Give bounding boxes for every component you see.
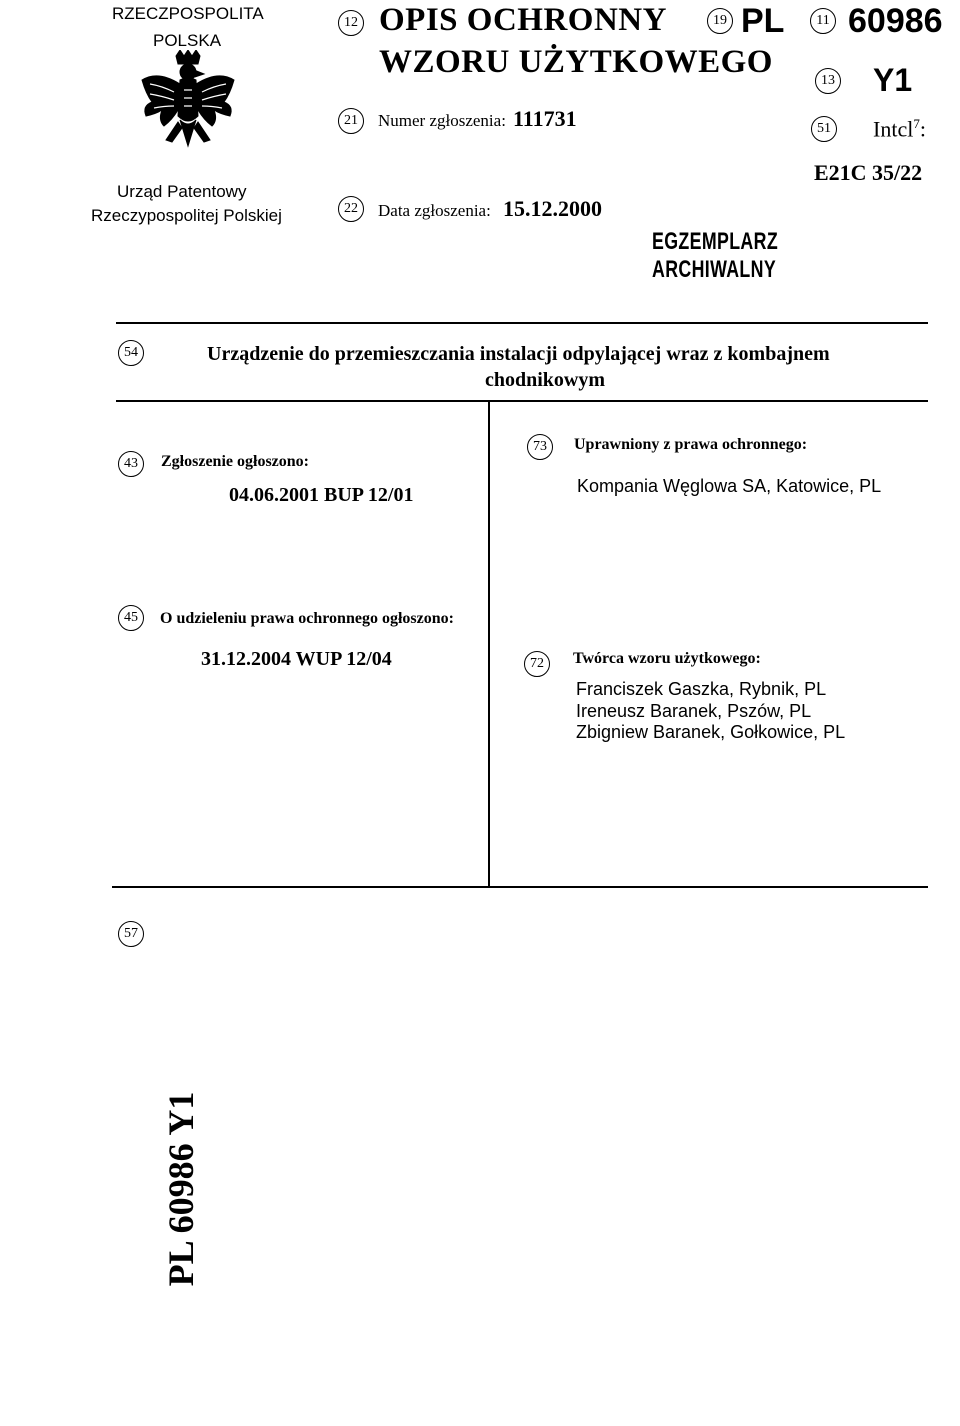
inid-code-22: 22 bbox=[338, 196, 364, 222]
application-number-value: 111731 bbox=[513, 106, 577, 131]
filing-date-label: Data zgłoszenia: bbox=[378, 201, 491, 220]
inid-code-54: 54 bbox=[118, 340, 144, 366]
rule-under-title bbox=[116, 400, 928, 402]
application-number-label: Numer zgłoszenia: bbox=[378, 111, 506, 130]
intcl-label-text: Intcl bbox=[873, 116, 914, 142]
grant-label: O udzieleniu prawa ochronnego ogłoszono: bbox=[160, 610, 454, 627]
inid-code-12: 12 bbox=[338, 10, 364, 36]
inid-code-13: 13 bbox=[815, 68, 841, 94]
inid-code-72: 72 bbox=[524, 651, 550, 677]
country-name-line2: POLSKA bbox=[153, 31, 222, 50]
intcl-label bbox=[873, 116, 926, 142]
publication-label: Zgłoszenie ogłoszono: bbox=[161, 453, 309, 470]
country-name-line1: RZECZPOSPOLITA bbox=[112, 4, 264, 23]
inid-code-57: 57 bbox=[118, 921, 144, 947]
polish-eagle-emblem-icon bbox=[138, 50, 238, 162]
intcl-colon: : bbox=[919, 116, 926, 142]
inid-code-21: 21 bbox=[338, 108, 364, 134]
document-title-line1: OPIS OCHRONNY bbox=[379, 2, 667, 38]
utility-model-title-line2: chodnikowym bbox=[485, 369, 606, 391]
publication-value: 04.06.2001 BUP 12/01 bbox=[229, 484, 414, 506]
inid-code-45: 45 bbox=[118, 605, 144, 631]
inid-code-43: 43 bbox=[118, 451, 144, 477]
document-number: 60986 bbox=[848, 2, 943, 40]
creators-label: Twórca wzoru użytkowego: bbox=[573, 650, 761, 667]
creator-name: Zbigniew Baranek, Gołkowice, PL bbox=[576, 722, 846, 742]
archive-copy-stamp: EGZEMPLARZ ARCHIWALNY bbox=[652, 228, 779, 283]
side-document-label: PL 60986 Y1 bbox=[161, 1091, 201, 1287]
rule-top bbox=[116, 322, 928, 324]
document-title-line2: WZORU UŻYTKOWEGO bbox=[379, 44, 773, 80]
inid-code-11: 11 bbox=[810, 8, 836, 34]
country-code: PL bbox=[741, 2, 785, 40]
column-divider bbox=[488, 402, 490, 886]
inid-code-73: 73 bbox=[527, 434, 553, 460]
filing-date-value: 15.12.2000 bbox=[503, 196, 602, 221]
holder-value: Kompania Węglowa SA, Katowice, PL bbox=[577, 476, 882, 496]
creator-name: Franciszek Gaszka, Rybnik, PL bbox=[576, 679, 827, 699]
inid-code-51: 51 bbox=[811, 116, 837, 142]
classification-code: E21C 35/22 bbox=[814, 160, 923, 185]
utility-model-title-line1: Urządzenie do przemieszczania instalacji odpylającej wraz z kombajnem bbox=[207, 343, 830, 365]
creator-name: Ireneusz Baranek, Pszów, PL bbox=[576, 701, 812, 721]
inid-code-19: 19 bbox=[707, 8, 733, 34]
rule-bottom bbox=[112, 886, 928, 888]
holder-label: Uprawniony z prawa ochronnego: bbox=[574, 436, 808, 453]
patent-office-line1: Urząd Patentowy bbox=[117, 182, 247, 201]
grant-value: 31.12.2004 WUP 12/04 bbox=[201, 648, 392, 670]
patent-office-line2: Rzeczypospolitej Polskiej bbox=[91, 206, 282, 225]
document-kind: Y1 bbox=[873, 62, 913, 98]
intcl-superscript: 7 bbox=[913, 116, 920, 131]
